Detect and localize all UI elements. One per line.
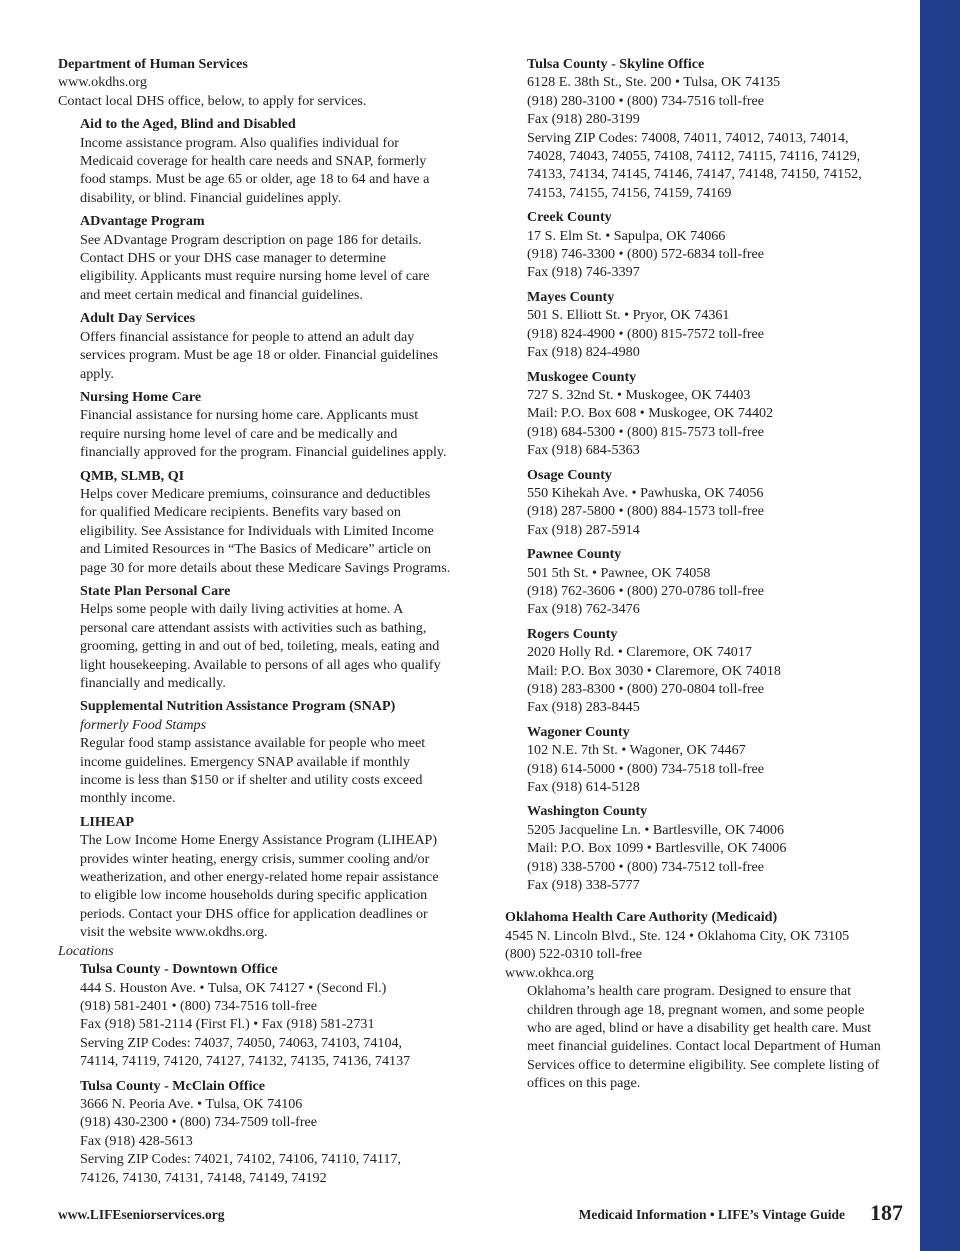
office-text-line: (918) 824-4900 • (800) 815-7572 toll-free — [527, 325, 765, 342]
program-text-line: periods. Contact your DHS office for application deadlines or — [80, 905, 428, 922]
program-text-line: Helps some people with daily living activities at home. A — [80, 601, 404, 618]
office-text-line: (918) 287-5800 • (800) 884-1573 toll-free — [527, 503, 765, 520]
program-text-line: See ADvantage Program description on page 186 for details. — [80, 231, 422, 248]
program-text-line: Income assistance program. Also qualifies individual for — [80, 134, 399, 151]
office-title: Creek County — [527, 209, 612, 226]
page-footer — [58, 1200, 903, 1227]
office-text-line: 74133, 74134, 74145, 74146, 74147, 74148, 74150, 74152, — [527, 166, 862, 183]
program-subtitle: formerly Food Stamps — [80, 716, 207, 733]
program-text-line: for qualified Medicare recipients. Benefits vary based on — [80, 504, 401, 521]
program-text-line: personal care attendant assists with activities such as bathing, — [80, 619, 427, 636]
office-text-line: Serving ZIP Codes: 74021, 74102, 74106, 74110, 74117, — [80, 1151, 402, 1168]
program-text-line: food stamps. Must be age 65 or older, age 18 to 64 and have a — [80, 171, 430, 188]
office-title: Mayes County — [527, 288, 615, 305]
office-block — [527, 545, 900, 619]
program-text-line: financially approved for the program. Financial guidelines apply. — [80, 444, 447, 461]
program-text-line: Helps cover Medicare premiums, coinsurance and deductibles — [80, 485, 431, 502]
office-title: Wagoner County — [527, 723, 630, 740]
office-text-line: 2020 Holly Rd. • Claremore, OK 74017 — [527, 644, 752, 661]
office-text-line: (918) 280-3100 • (800) 734-7516 toll-free — [527, 92, 765, 109]
left-office-list — [58, 960, 460, 1187]
office-text-line: Fax (918) 746-3397 — [527, 264, 640, 281]
program-text-line: Medicaid coverage for health care needs and SNAP, formerly — [80, 153, 427, 170]
program-text-line: and Limited Resources in “The Basics of Medicare” article on — [80, 541, 432, 558]
program-title: QMB, SLMB, QI — [80, 467, 185, 484]
program-title: Nursing Home Care — [80, 388, 202, 405]
program-block — [80, 697, 460, 807]
program-text-line: services program. Must be age 18 or older. Financial guidelines — [80, 347, 439, 364]
page-number: 187 — [870, 1200, 903, 1225]
office-text-line: Fax (918) 581-2114 (First Fl.) • Fax (918) 581-2731 — [80, 1016, 375, 1033]
office-text-line: Fax (918) 283-8445 — [527, 699, 640, 716]
ohca-text-line: Oklahoma’s health care program. Designed to ensure that — [527, 983, 852, 1000]
office-text-line: Fax (918) 338-5777 — [527, 877, 640, 894]
left-column — [58, 55, 460, 1193]
dhs-url[interactable]: www.okdhs.org — [58, 74, 147, 91]
ohca-text-line: who are aged, blind or have a disability get health care. Must — [527, 1019, 872, 1036]
program-text-line: Regular food stamp assistance available for people who meet — [80, 735, 426, 752]
page-edge-band — [920, 0, 960, 1251]
program-title: State Plan Personal Care — [80, 582, 231, 599]
right-column — [505, 55, 900, 1093]
office-block — [527, 288, 900, 362]
program-text-line: financially and medically. — [80, 675, 226, 691]
office-block — [527, 368, 900, 460]
office-block — [80, 1077, 460, 1187]
office-title: Muskogee County — [527, 368, 637, 385]
office-text-line: (918) 430-2300 • (800) 734-7509 toll-free — [80, 1114, 318, 1131]
office-text-line: Fax (918) 684-5363 — [527, 442, 640, 459]
office-block — [527, 55, 900, 202]
ohca-text-line: meet financial guidelines. Contact local Department of Human — [527, 1038, 881, 1055]
office-block — [80, 960, 460, 1070]
office-text-line: 550 Kihekah Ave. • Pawhuska, OK 74056 — [527, 484, 764, 501]
office-title: Rogers County — [527, 625, 618, 642]
dhs-title: Department of Human Services — [58, 56, 248, 72]
program-text-line: income guidelines. Emergency SNAP available if monthly — [80, 753, 410, 770]
program-block — [80, 309, 460, 383]
office-text-line: Serving ZIP Codes: 74037, 74050, 74063, 74103, 74104, — [80, 1034, 403, 1051]
program-text-line: require nursing home level of care and be medically and — [80, 425, 398, 442]
program-text-line: and meet certain medical and financial guidelines. — [80, 286, 363, 303]
office-text-line: Fax (918) 287-5914 — [527, 521, 640, 538]
program-text-line: Financial assistance for nursing home care. Applicants must — [80, 407, 419, 424]
office-title: Osage County — [527, 466, 612, 483]
office-text-line: Mail: P.O. Box 3030 • Claremore, OK 74018 — [527, 662, 781, 679]
program-text-line: disability, or blind. Financial guidelines apply. — [80, 189, 342, 206]
program-block — [80, 813, 460, 942]
program-text-line: page 30 for more details about these Medicare Savings Programs. — [80, 559, 451, 576]
office-text-line: (918) 746-3300 • (800) 572-6834 toll-free — [527, 246, 765, 263]
program-block — [80, 115, 460, 207]
program-text-line: visit the website www.okdhs.org. — [80, 924, 268, 941]
right-office-list — [505, 55, 900, 894]
program-title: Aid to the Aged, Blind and Disabled — [80, 116, 296, 133]
program-text-line: grooming, getting in and out of bed, toileting, meals, eating and — [80, 638, 440, 655]
office-text-line: Fax (918) 762-3476 — [527, 601, 640, 618]
office-text-line: Mail: P.O. Box 1099 • Bartlesville, OK 74006 — [527, 840, 787, 857]
ohca-address: 4545 N. Lincoln Blvd., Ste. 124 • Oklahoma City, OK 73105 — [505, 927, 850, 944]
program-block — [80, 388, 460, 462]
program-title: Adult Day Services — [80, 310, 196, 327]
office-block — [527, 208, 900, 282]
ohca-description — [527, 982, 900, 1092]
office-text-line: 727 S. 32nd St. • Muskogee, OK 74403 — [527, 386, 751, 403]
office-title: Tulsa County - Downtown Office — [80, 961, 278, 978]
program-text-line: income is less than $150 or if shelter and utility costs exceed — [80, 772, 423, 789]
locations-label: Locations — [58, 942, 114, 959]
office-block — [527, 723, 900, 797]
program-text-line: apply. — [80, 365, 114, 382]
ohca-text-line: offices on this page. — [527, 1075, 641, 1092]
office-text-line: Fax (918) 428-5613 — [80, 1132, 193, 1149]
office-text-line: Fax (918) 280-3199 — [527, 111, 640, 128]
ohca-url[interactable]: www.okhca.org — [505, 964, 594, 981]
office-text-line: 3666 N. Peoria Ave. • Tulsa, OK 74106 — [80, 1095, 303, 1112]
office-text-line: 102 N.E. 7th St. • Wagoner, OK 74467 — [527, 742, 746, 759]
office-text-line: (918) 614-5000 • (800) 734-7518 toll-free — [527, 760, 765, 777]
office-text-line: 74126, 74130, 74131, 74148, 74149, 74192 — [80, 1169, 327, 1186]
office-text-line: (918) 283-8300 • (800) 270-0804 toll-free — [527, 681, 765, 697]
office-text-line: 501 S. Elliott St. • Pryor, OK 74361 — [527, 307, 730, 324]
ohca-phone: (800) 522-0310 toll-free — [505, 946, 642, 963]
office-text-line: 74153, 74155, 74156, 74159, 74169 — [527, 184, 732, 201]
office-text-line: (918) 762-3606 • (800) 270-0786 toll-free — [527, 582, 765, 599]
office-text-line: Mail: P.O. Box 608 • Muskogee, OK 74402 — [527, 405, 774, 422]
ohca-block — [505, 908, 900, 1092]
office-title: Washington County — [527, 803, 648, 820]
office-text-line: Fax (918) 824-4980 — [527, 344, 640, 361]
program-text-line: provides winter heating, energy crisis, summer cooling and/or — [80, 850, 430, 867]
office-title: Pawnee County — [527, 546, 622, 563]
office-text-line: 444 S. Houston Ave. • Tulsa, OK 74127 • (Second Fl.) — [80, 979, 387, 996]
dhs-contact: Contact local DHS office, below, to apply for services. — [58, 92, 367, 109]
program-text-line: light housekeeping. Available to persons of all ages who qualify — [80, 656, 441, 673]
office-block — [527, 466, 900, 540]
program-text-line: Offers financial assistance for people to attend an adult day — [80, 328, 415, 345]
program-title: LIHEAP — [80, 813, 135, 830]
office-text-line: 74114, 74119, 74120, 74127, 74132, 74135, 74136, 74137 — [80, 1053, 411, 1070]
program-block — [80, 212, 460, 304]
office-text-line: Serving ZIP Codes: 74008, 74011, 74012, 74013, 74014, — [527, 129, 849, 146]
ohca-text-line: Services office to determine eligibility. See complete listing of — [527, 1056, 880, 1073]
program-text-line: weatherization, and other energy-related home repair assistance — [80, 869, 439, 886]
footer-url[interactable]: www.LIFEseniorservices.org — [58, 1207, 225, 1222]
ohca-title: Oklahoma Health Care Authority (Medicaid) — [505, 909, 778, 926]
office-text-line: Fax (918) 614-5128 — [527, 779, 640, 796]
office-title: Tulsa County - Skyline Office — [527, 56, 705, 72]
program-text-line: eligibility. See Assistance for Individuals with Limited Income — [80, 522, 434, 539]
office-title: Tulsa County - McClain Office — [80, 1077, 266, 1094]
office-text-line: 6128 E. 38th St., Ste. 200 • Tulsa, OK 74135 — [527, 74, 781, 91]
ohca-text-line: children through age 18, pregnant women, and some people — [527, 1001, 865, 1018]
office-text-line: 5205 Jacqueline Ln. • Bartlesville, OK 74006 — [527, 821, 785, 838]
program-title: Supplemental Nutrition Assistance Program (SNAP) — [80, 698, 396, 715]
office-block — [527, 802, 900, 894]
program-list — [58, 115, 460, 941]
program-block — [80, 582, 460, 692]
program-text-line: Contact DHS or your DHS case manager to determine — [80, 250, 387, 267]
program-text-line: monthly income. — [80, 790, 176, 807]
program-title: ADvantage Program — [80, 213, 205, 230]
footer-guide-title: Medicaid Information • LIFE’s Vintage Guide — [578, 1207, 845, 1222]
office-text-line: 501 5th St. • Pawnee, OK 74058 — [527, 564, 711, 581]
program-block — [80, 467, 460, 577]
office-text-line: (918) 338-5700 • (800) 734-7512 toll-free — [527, 858, 765, 875]
program-text-line: eligibility. Applicants must require nursing home level of care — [80, 268, 430, 285]
office-block — [527, 625, 900, 717]
program-text-line: The Low Income Home Energy Assistance Program (LIHEAP) — [80, 832, 438, 849]
office-text-line: (918) 684-5300 • (800) 815-7573 toll-free — [527, 423, 765, 440]
office-text-line: 17 S. Elm St. • Sapulpa, OK 74066 — [527, 227, 726, 244]
office-text-line: 74028, 74043, 74055, 74108, 74112, 74115, 74116, 74129, — [527, 148, 861, 165]
office-text-line: (918) 581-2401 • (800) 734-7516 toll-free — [80, 997, 318, 1014]
program-text-line: to eligible low income households during specific application — [80, 887, 428, 904]
